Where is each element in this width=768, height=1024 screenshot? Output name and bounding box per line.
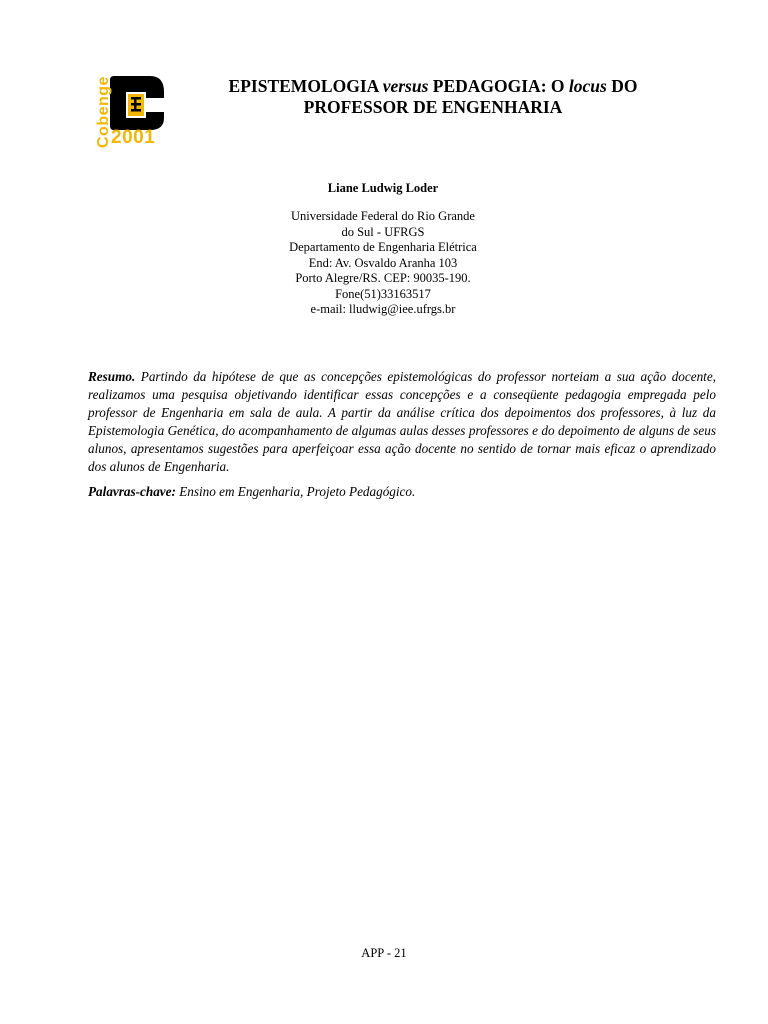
affiliation-line: Universidade Federal do Rio Grande xyxy=(291,209,475,223)
abstract xyxy=(88,368,716,476)
title-italic-locus: locus xyxy=(568,76,607,96)
affiliation-line: Departamento de Engenharia Elétrica xyxy=(289,240,477,254)
title-part1: EPISTEMOLOGIA xyxy=(228,76,383,96)
affiliation-line: End: Av. Osvaldo Aranha 103 xyxy=(308,255,458,270)
affiliation-block xyxy=(200,209,566,318)
author-name: Liane Ludwig Loder xyxy=(327,181,439,195)
paper-title xyxy=(200,76,666,118)
affiliation-line: Porto Alegre/RS. CEP: 90035-190. xyxy=(295,271,471,285)
page-footer: APP - 21 xyxy=(361,946,407,960)
keywords-text: Ensino em Engenharia, Projeto Pedagógico. xyxy=(175,484,416,499)
title-italic-versus: versus xyxy=(382,76,429,96)
keywords-label: Palavras-chave: xyxy=(88,484,176,499)
abstract-label: Resumo. xyxy=(88,369,136,384)
affiliation-line: do Sul - UFRGS xyxy=(341,224,425,239)
keywords xyxy=(88,483,716,501)
affiliation-line: Fone(51)33163517 xyxy=(335,286,431,301)
logo-year: 2001 xyxy=(111,127,156,148)
abstract-text: Partindo da hipótese de que as concepções epistemológicas do professor norteiam a sua ação docente, realizamos uma pesquisa objetivando identificar essas concepções e a conseqüente pedagogia empregada pelo professor de Engenharia em sala de aula. A partir da análise crítica dos depoimentos dos professores, à luz da Epistemologia Genética, do acompanhamento de algumas aulas desses professores e do depoimento de alguns de seus alunos, apresentamos sugestões para aperfeiçoar essa ação docente no sentido de tornar mais eficaz o aprendizado dos alunos de Engenharia. xyxy=(88,369,716,474)
logo-vertical-text: Cobenge xyxy=(95,76,112,148)
title-line2: PROFESSOR DE ENGENHARIA xyxy=(303,97,563,117)
title-part3: DO xyxy=(606,76,638,96)
affiliation-email: e-mail: lludwig@iee.ufrgs.br xyxy=(310,302,456,316)
title-part2: PEDAGOGIA: O xyxy=(428,76,569,96)
